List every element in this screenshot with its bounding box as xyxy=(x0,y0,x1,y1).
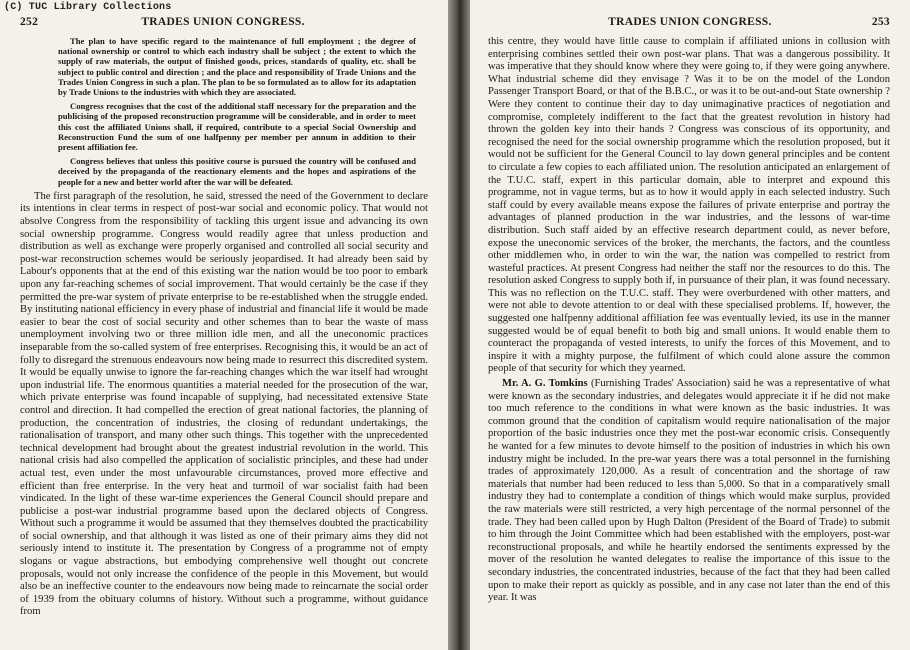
right-page xyxy=(470,0,910,650)
resolution-paragraph: The plan to have specific regard to the maintenance of full employment ; the degree of national ownership or control to which each industry shall be subject ; the extent to which the supply of raw materials, the output of finished goods, prices, standards of quality, etc. shall be subject to public control and direction ; and the place and responsibility of Trade Unions and the Trades Union Congress in such a plan. The plan to be so formulated as to allow for its adaptation by Trade Unions to the industries with which they are associated. xyxy=(58,36,416,98)
page-number: 252 xyxy=(20,16,39,28)
body-paragraph: The first paragraph of the resolution, he said, stressed the need of the Government to declare its intentions in clear terms in respect of post-war social and economic policy. That would not absolve Congress from the responsibility of tackling this urgent issue and advancing its own social ownership programme. Congress would readily agree that unless production and distribution as well as exchange were properly organised and controlled all social security and post-war reconstruction schemes would be seriously jeopardised. It had already been said by Labour's opponents that at the end of this existing war the nation would be too poor to embark upon any far-reaching schemes of social improvement. That would certainly be the case if they permitted the pre-war system of private enterprise to be re-established when the struggle ended. By instituting national efficiency in every phase of industrial and financial life it would be made easier to bear the cost of social security and other schemes than to bear the waste of mass unemployment involving two or three million idle men, and all the uneconomic practices inseparable from the so-called system of free enterprises. Recognising this, it would be an act of folly to disregard the strenuous endeavours now being made to resurrect this discredited system. It would be equally unwise to ignore the far-reaching changes which the war itself had wrought upon industrial life. The enormous quantities a material needed for the prosecution of the war, which private enterprise was found incapable of supplying, had necessitated extensive State control and direction. It had compelled the erection of great national factories, the planning of production, the concentration of industries, the closing of redundant undertakings, the rationalisation of transport, and many other such things. This together with the unprecedented technical development had brought about the greatest industrial revolution in the world. This national crisis had also compelled the application of socialistic principles, and these had under actual test, even under the most unfavourable circumstances, proved more effective and efficient than free enterprise. In the very heat and turmoil of war socialist faith had been vindicated. In the light of these war-time experiences the General Council should prepare and publicise a post-war industrial programme based upon the declared objects of Congress. Without such a programme it would be assumed that they themselves doubted the practicability of social ownership, and that although it was listed as one of their primary aims they did not seriously intend to institute it. The presentation by Congress of a programme not of empty slogans or vague abstractions, but embodying comprehensive well thought out concrete proposals, would not only increase the confidence of the people in this Movement, but would also be an ineffective counter to the endeavours now being made to reincarnate the social order of 1939 from the obituary columns of history. Without such a programme, without guidance from xyxy=(20,190,428,618)
right-page-header xyxy=(488,16,890,28)
left-page xyxy=(0,0,448,650)
resolution-text xyxy=(58,36,416,187)
speaker-text: (Furnishing Trades' Association) said he was a representative of what were known as the secondary industries, and delegates would appreciate it if he did not make too much reference to the conditions in what were known as the basic industries. It was common ground that the condition of capitalism would require nationalisation of the major proportion of the basic industries once they met the post-war economic crisis. Consequently he wanted for a few minutes to devote himself to the position of industries in which his own industry might be included. In the pre-war years there was a total personnel in the furnishing trades of approximately 120,000. As a result of concentration and the shortage of raw materials that number had been reduced to less than 5,000. So that in a comparatively small industry they had to contemplate a condition of things which would make surplus, provided the raw materials were still restricted, a very high percentage of the normal personnel of the trade. They had been called upon by Hugh Dalton (President of the Board of Trade) to submit to him through the Joint Committee which had been established with the employers, post-war reconstructional proposals, and while he heartily endorsed the sentiments expressed by the mover of the resolution he wanted delegates to realise the importance of this issue to the secondary industries, the concentrated industries, because of the fact that they had been called upon to make their report as quickly as possible, and in any case not later than the end of this year. It was xyxy=(488,378,891,604)
right-body-text xyxy=(488,36,890,605)
resolution-paragraph: Congress recognises that the cost of the additional staff necessary for the preparation and the publicising of the proposed reconstruction programme will be considerable, and in order to meet this cost the affiliated Unions shall, if required, contribute to a special Social Ownership and Reconstruction Fund the sum of one halfpenny per member per annum in addition to their present affiliation fee. xyxy=(58,101,416,153)
speaker-paragraph xyxy=(488,378,890,605)
running-head: TRADES UNION CONGRESS. xyxy=(608,16,772,28)
watermark: (C) TUC Library Collections xyxy=(4,2,172,13)
left-body-text xyxy=(20,191,428,619)
speaker-name: Mr. A. G. Tomkins xyxy=(502,378,588,390)
body-paragraph: this centre, they would have little cause to complain if affiliated unions in collusion with enterprising combines settled their own post-war plans. That was a dangerous possibility. It was imperative that they should know where they were going to, if they were going anywhere. What industrial scheme did they envisage ? Was it to be on the model of the London Passenger Transport Board, or that of the B.B.C., or was it to be out-and-out State ownership ? Were they content to continue their day to day unimaginative practices of negotiation and compromise, completely indifferent to the fact that the greatest revolution in history had thrown the golden key into their hands ? Congress was conscious of its opportunity, and recognised the need for the social ownership programme which the resolution proposed, but it would not be sufficient for the General Council to lay down general principles and be content to circulate a few copies to each affiliated union. The resolution anticipated an enlargement of the T.U.C. staff, expert in this particular domain, able to interpret and expound this programme, not in vague terms, but as to how it would apply in each selected industry. Such staff could by every available means expose the failures of private enterprise and portray the advantages of planned production in the war industries, and the lessons of war-time distribution. Such staff aided by an effective research department could, as never before, expose the uneconomic services of the broker, the merchants, the factors, and the countless other middlemen who, in order to win the war, the nation was compelled to restrict from wasteful practices. At present Congress had neither the staff nor the resources to do this. The resolution asked Congress to supply both if, in pursuance of their plan, it was found necessary. This was no reflection on the T.U.C. staff. They were overburdened with other matters, and were not able to devote attention to or deal with these specialised problems. If, however, the suggested one halfpenny additional affiliation fee was eventually levied, its use in the manner suggested would be of equal benefit to both big and small unions. It would enable them to counteract the propaganda of vested interests, to unify the forces of this Movement, and to inspire it with a mighty purpose, the fulfilment of which could alone assure the common people of that security for which they yearned. xyxy=(488,36,890,375)
left-page-header xyxy=(20,16,428,28)
book-gutter xyxy=(448,0,470,650)
running-head: TRADES UNION CONGRESS. xyxy=(141,16,305,28)
resolution-paragraph: Congress believes that unless this positive course is pursued the country will be confused and deceived by the propaganda of the reactionary elements and the hopes and aspirations of the people for a new and better world after the war will be defeated. xyxy=(58,156,416,187)
page-number: 253 xyxy=(871,16,890,28)
